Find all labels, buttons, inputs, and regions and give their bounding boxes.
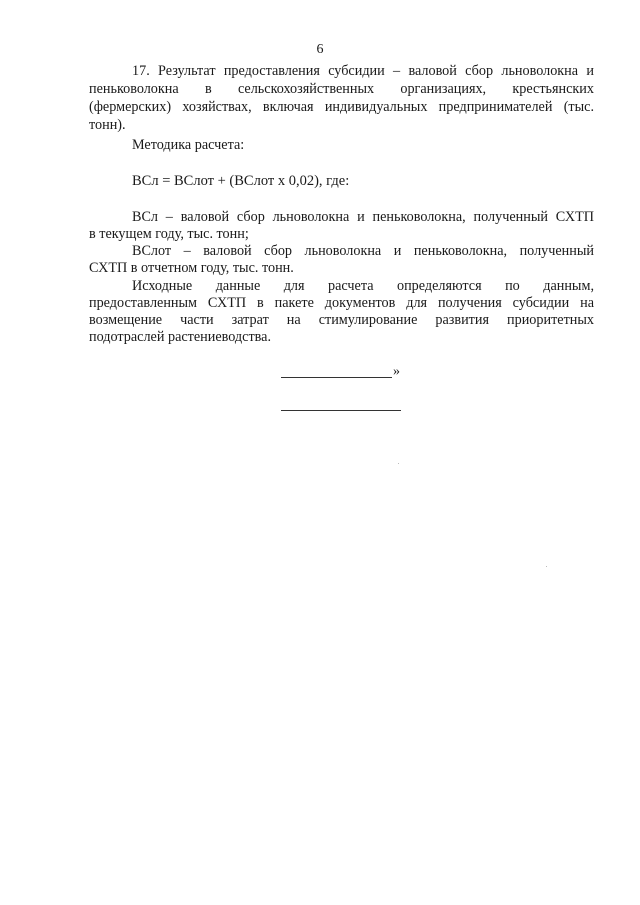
definition-vsl-line-2: в текущем году, тыс. тонн;	[89, 226, 249, 242]
definition-vsl-line-1: ВСл – валовой сбор льноволокна и пеньковолокна, полученный СХТП	[132, 209, 594, 225]
scan-speck	[398, 463, 399, 464]
paragraph-17-line-2: пеньковолокна в сельскохозяйственных организациях, крестьянских	[89, 81, 594, 97]
paragraph-17-line-3: (фермерских) хозяйствах, включая индивидуальных предпринимателей (тыс.	[89, 99, 594, 115]
source-paragraph-line-4: подотраслей растениеводства.	[89, 329, 272, 345]
paragraph-17-line-4: тонн).	[89, 117, 126, 133]
method-heading: Методика расчета:	[132, 137, 245, 153]
source-paragraph-line-3: возмещение части затрат на стимулирование развития приоритетных	[89, 312, 594, 328]
closing-rule-2	[281, 410, 401, 411]
closing-rule-1	[281, 377, 392, 378]
source-paragraph-line-2: предоставленным СХТП в пакете документов для получения субсидии на	[89, 295, 594, 311]
definition-vslot-line-1: ВСлот – валовой сбор льноволокна и пеньковолокна, полученный	[132, 243, 594, 259]
page-number: 6	[316, 42, 324, 57]
closing-quote: »	[393, 364, 400, 379]
formula: ВСл = ВСлот + (ВСлот х 0,02), где:	[132, 173, 350, 189]
scan-speck	[546, 566, 547, 567]
paragraph-17-line-1: 17. Результат предоставления субсидии – валовой сбор льноволокна и	[132, 63, 594, 79]
definition-vslot-line-2: СХТП в отчетном году, тыс. тонн.	[89, 260, 294, 276]
source-paragraph-line-1: Исходные данные для расчета определяются по данным,	[132, 278, 594, 294]
